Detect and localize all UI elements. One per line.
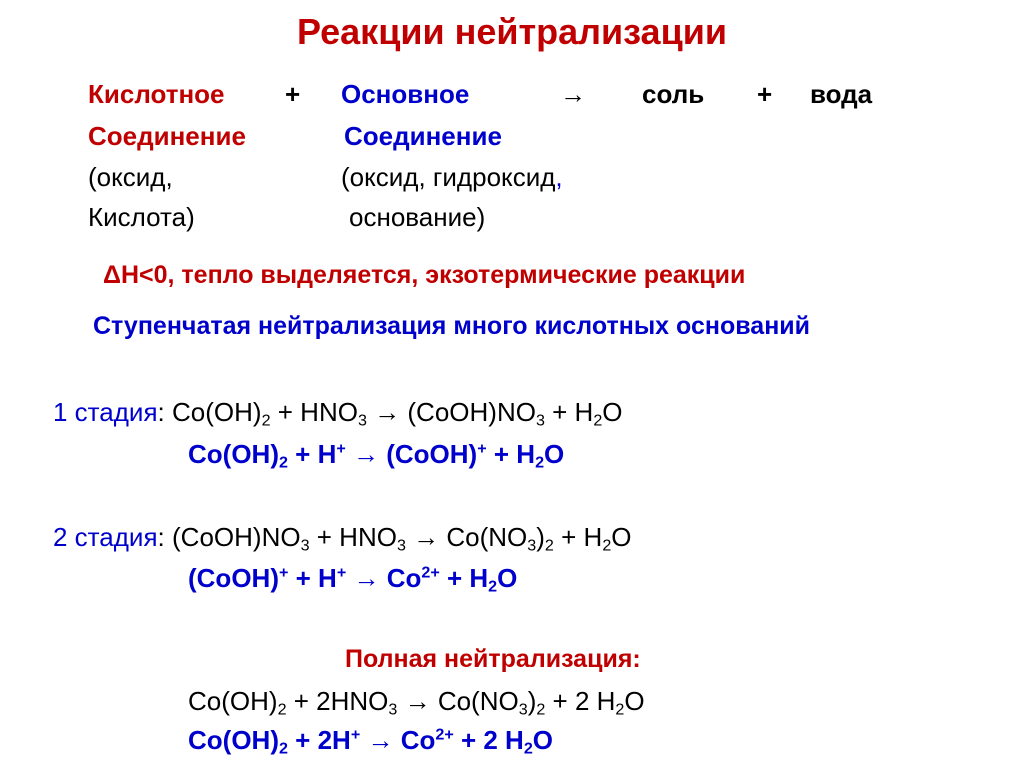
stage2-ionic-equation: (CoOH)+ + $H^+ \to Co^{2+} + H_2O$	[188, 563, 518, 596]
stage2-equation: 2 стадия: $(CoOH)NO_3 + HNO_3 \to Co(NO_3)_2 + H_2O$	[53, 522, 632, 555]
acidic-label: Кислотное	[88, 79, 225, 109]
full-neutralization-heading: Полная нейтрализация:	[345, 645, 641, 673]
stage1-ionic-equation: $Co(OH)_2 + H^+$ → (CoOH)+ + $H_2O$	[188, 439, 565, 472]
stage1-equation: 1 стадия: $Co(OH)_2 + HNO_3$ → $(CoOH)NO_3 + H_2O$	[53, 397, 623, 430]
water-label: вода	[810, 79, 873, 109]
right-note-line1: (оксид, гидроксид,	[341, 162, 563, 192]
stepwise-heading: Ступенчатая нейтрализация много кислотных оснований	[93, 312, 811, 340]
reaction-arrow: →	[560, 79, 586, 109]
compound-right-label: Соединение	[344, 121, 502, 151]
enthalpy-note: ΔH<0, тепло выделяется, экзотермические реакции	[103, 261, 746, 289]
left-note-line2: Кислота)	[88, 202, 195, 232]
slide-title: Реакции нейтрализации	[297, 11, 727, 52]
left-note-line1: (оксид,	[88, 162, 173, 192]
basic-label: Основное	[341, 79, 470, 109]
plus-sign: +	[285, 79, 301, 109]
full-equation: $Co(OH)_2 + 2HNO_3 \to Co(NO_3)_2 + 2$ $H_2O$	[188, 686, 645, 719]
compound-left-label: Соединение	[88, 121, 246, 151]
stage1-label: 1 стадия	[53, 397, 158, 427]
stage2-label: 2 стадия	[53, 522, 158, 552]
right-note-line2: основание)	[349, 202, 486, 232]
plus-sign: +	[757, 79, 773, 109]
full-ionic-equation: $Co(OH)_2 + 2H^+ \to Co^{2+} + 2$ $H_2O$	[188, 725, 554, 758]
salt-label: соль	[642, 79, 705, 109]
